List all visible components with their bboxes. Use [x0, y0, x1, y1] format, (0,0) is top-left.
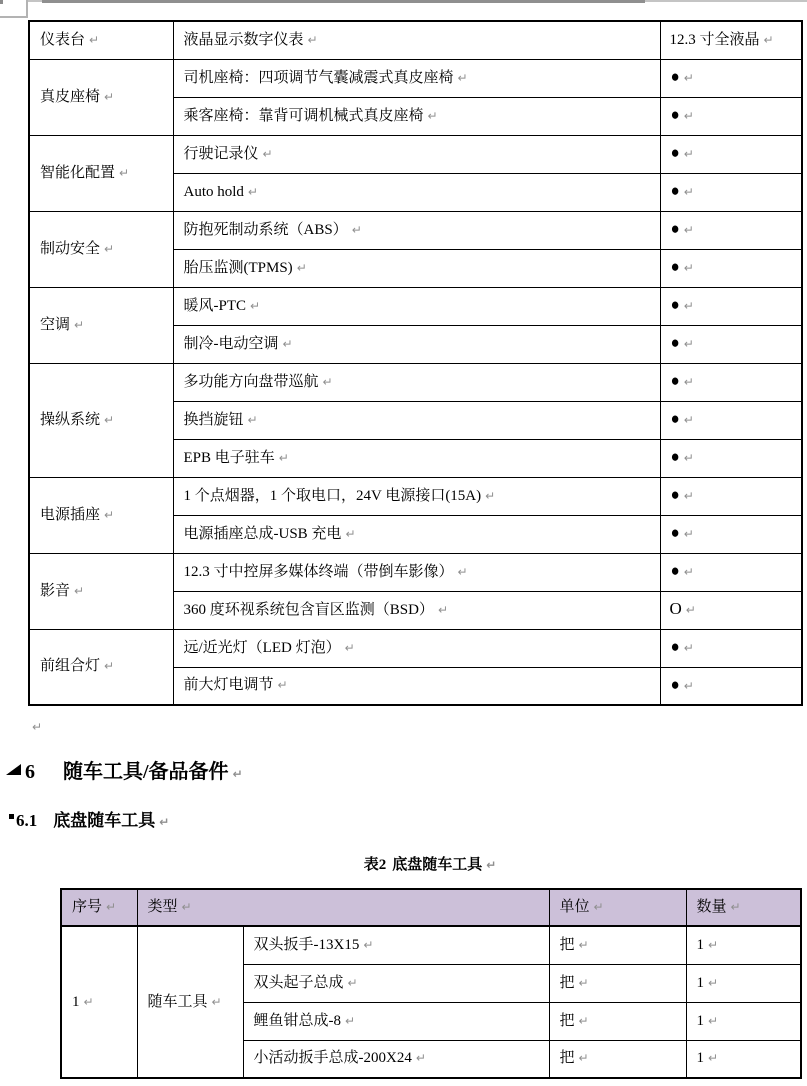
paragraph-mark-icon: ↵ — [763, 32, 774, 47]
paragraph-mark-icon: ↵ — [83, 994, 94, 1009]
index-cell[interactable] — [61, 926, 137, 1078]
feature-label: 行驶记录仪 — [183, 145, 259, 162]
unit-cell[interactable] — [549, 964, 686, 1002]
header-cell-index[interactable] — [61, 889, 137, 926]
tool-name: 双头扳手-13X15 — [253, 936, 360, 953]
feature-label: 制冷-电动空调 — [183, 335, 279, 352]
paragraph-mark-icon: ↵ — [730, 900, 741, 915]
table-row — [29, 287, 802, 325]
paragraph-mark-icon: ↵ — [708, 1013, 719, 1028]
paragraph-mark-icon: ↵ — [685, 603, 696, 618]
feature-label: 1 个点烟器，1 个取电口，24V 电源接口(15A) — [183, 487, 482, 504]
feature-cell[interactable] — [173, 553, 660, 591]
tools-table — [60, 888, 802, 1079]
availability-cell[interactable] — [660, 97, 802, 135]
table-row — [29, 553, 802, 591]
category-label: 电源插座 — [40, 506, 101, 523]
unit-cell[interactable] — [549, 926, 686, 964]
paragraph-mark-icon: ↵ — [345, 1013, 356, 1028]
section-heading[interactable] — [25, 755, 243, 784]
table-row — [29, 135, 802, 173]
filled-circle-icon: ● — [670, 295, 680, 315]
feature-cell[interactable] — [173, 211, 660, 249]
feature-cell[interactable] — [173, 629, 660, 667]
paragraph-mark-icon: ↵ — [278, 450, 289, 465]
paragraph-mark-icon: ↵ — [683, 565, 694, 580]
type-cell[interactable] — [137, 926, 243, 1078]
paragraph-mark-icon: ↵ — [159, 815, 170, 829]
paragraph-mark-icon: ↵ — [345, 526, 356, 541]
paragraph-mark-icon: ↵ — [708, 1051, 719, 1066]
table-row — [29, 477, 802, 515]
table-row — [29, 363, 802, 401]
category-label: 真皮座椅 — [40, 88, 101, 105]
availability-cell[interactable] — [660, 287, 802, 325]
category-cell[interactable] — [29, 59, 173, 135]
paragraph-mark-icon: ↵ — [104, 659, 115, 674]
availability-cell[interactable] — [660, 135, 802, 173]
qty-value: 1 — [696, 1050, 705, 1067]
paragraph-mark-icon: ↵ — [683, 451, 694, 466]
availability-cell[interactable] — [660, 363, 802, 401]
paragraph-mark-icon: ↵ — [32, 720, 43, 734]
paragraph-mark-icon: ↵ — [344, 640, 355, 655]
tool-name: 小活动扳手总成-200X24 — [253, 1050, 412, 1067]
qty-cell[interactable] — [686, 926, 801, 964]
header-cell-type[interactable] — [137, 889, 549, 926]
paragraph-mark-icon: ↵ — [232, 767, 243, 781]
page-top-edge-shadow — [42, 0, 645, 3]
paragraph-mark-icon: ↵ — [250, 298, 261, 313]
unit-cell[interactable] — [549, 1002, 686, 1040]
filled-circle-icon: ● — [670, 637, 680, 657]
feature-cell[interactable] — [173, 173, 660, 211]
filled-circle-icon: ● — [670, 143, 680, 163]
paragraph-mark-icon: ↵ — [578, 975, 589, 990]
paragraph-mark-icon: ↵ — [683, 641, 694, 656]
unit-value: 把 — [559, 936, 575, 953]
category-label: 智能化配置 — [40, 164, 116, 181]
filled-circle-icon: ● — [670, 105, 680, 125]
feature-label: Auto hold — [183, 183, 244, 200]
table-row — [29, 59, 802, 97]
feature-cell[interactable] — [173, 477, 660, 515]
paragraph-mark-icon: ↵ — [683, 185, 694, 200]
table-row — [29, 21, 802, 59]
table-caption-title: 底盘随车工具 — [392, 857, 483, 873]
feature-label: 换挡旋钮 — [183, 411, 244, 428]
table-header-row — [61, 889, 801, 926]
feature-cell[interactable] — [173, 21, 660, 59]
qty-cell[interactable] — [686, 964, 801, 1002]
unit-value: 把 — [559, 1012, 575, 1029]
category-cell[interactable] — [29, 135, 173, 211]
paragraph-mark-icon: ↵ — [486, 858, 497, 872]
feature-cell[interactable] — [173, 439, 660, 477]
paragraph-mark-icon: ↵ — [683, 527, 694, 542]
type-value: 随车工具 — [147, 993, 208, 1010]
availability-value: 12.3 寸全液晶 — [669, 31, 760, 48]
availability-cell[interactable] — [660, 211, 802, 249]
open-circle-icon: O — [669, 599, 682, 619]
feature-cell[interactable] — [173, 591, 660, 629]
tool-name: 双头起子总成 — [253, 974, 344, 991]
availability-cell[interactable] — [660, 173, 802, 211]
sub-heading[interactable] — [16, 806, 169, 831]
category-label: 前组合灯 — [40, 658, 101, 675]
category-cell[interactable] — [29, 363, 173, 477]
category-cell[interactable] — [29, 211, 173, 287]
paragraph-mark-icon: ↵ — [106, 900, 117, 915]
header-label: 单位 — [559, 899, 590, 916]
feature-label: 防抱死制动系统（ABS） — [183, 221, 348, 238]
category-label: 制动安全 — [40, 240, 101, 257]
feature-cell[interactable] — [173, 59, 660, 97]
paragraph-mark-icon: ↵ — [282, 336, 293, 351]
paragraph-mark-icon: ↵ — [347, 975, 358, 990]
section-title: 随车工具/备品备件 — [63, 761, 229, 783]
tool-name: 鲤鱼钳总成-8 — [253, 1012, 341, 1029]
feature-cell[interactable] — [173, 515, 660, 553]
paragraph-mark-icon: ↵ — [683, 337, 694, 352]
qty-cell[interactable] — [686, 1002, 801, 1040]
header-cell-unit[interactable] — [549, 889, 686, 926]
feature-label: 乘客座椅：靠背可调机械式真皮座椅 — [183, 107, 424, 124]
paragraph-mark-icon: ↵ — [247, 184, 258, 199]
category-cell[interactable] — [29, 477, 173, 553]
header-cell-qty[interactable] — [686, 889, 801, 926]
feature-cell[interactable] — [173, 363, 660, 401]
filled-circle-icon: ● — [670, 674, 680, 694]
filled-circle-icon: ● — [670, 257, 680, 277]
availability-cell[interactable] — [660, 515, 802, 553]
category-label: 仪表台 — [40, 31, 86, 48]
paragraph-mark-icon: ↵ — [683, 109, 694, 124]
paragraph-mark-icon: ↵ — [683, 678, 694, 693]
tool-name-cell[interactable] — [243, 964, 549, 1002]
table-row — [29, 211, 802, 249]
availability-cell[interactable] — [660, 629, 802, 667]
feature-cell[interactable] — [173, 667, 660, 705]
paragraph-mark-icon: ↵ — [578, 1051, 589, 1066]
paragraph-mark-icon: ↵ — [683, 223, 694, 238]
paragraph-mark-icon: ↵ — [322, 374, 333, 389]
feature-label: 前大灯电调节 — [183, 677, 274, 694]
qty-value: 1 — [696, 936, 705, 953]
paragraph-mark-icon: ↵ — [211, 994, 222, 1009]
table-row — [61, 926, 801, 964]
availability-cell[interactable] — [660, 401, 802, 439]
unit-value: 把 — [559, 974, 575, 991]
filled-circle-icon: ● — [670, 371, 680, 391]
availability-cell[interactable] — [660, 477, 802, 515]
paragraph-mark-icon: ↵ — [104, 89, 115, 104]
paragraph-mark-icon: ↵ — [578, 1013, 589, 1028]
availability-cell[interactable] — [660, 21, 802, 59]
spec-table — [28, 20, 803, 706]
category-cell[interactable] — [29, 287, 173, 363]
paragraph-mark-icon: ↵ — [363, 937, 374, 952]
feature-cell[interactable] — [173, 97, 660, 135]
feature-cell[interactable] — [173, 401, 660, 439]
filled-circle-icon: ● — [670, 67, 680, 87]
paragraph-mark-icon: ↵ — [578, 937, 589, 952]
category-cell[interactable] — [29, 553, 173, 629]
paragraph-mark-icon: ↵ — [104, 241, 115, 256]
availability-cell[interactable] — [660, 439, 802, 477]
paragraph-mark-icon: ↵ — [104, 507, 115, 522]
feature-label: 液晶显示数字仪表 — [183, 31, 304, 48]
qty-value: 1 — [696, 1012, 705, 1029]
paragraph-mark-icon: ↵ — [457, 564, 468, 579]
paragraph-mark-icon: ↵ — [351, 222, 362, 237]
paragraph-mark-icon: ↵ — [708, 937, 719, 952]
outline-square-icon — [9, 814, 14, 819]
feature-label: 12.3 寸中控屏多媒体终端（带倒车影像） — [183, 563, 454, 580]
availability-cell[interactable] — [660, 325, 802, 363]
paragraph-mark-icon: ↵ — [296, 260, 307, 275]
outline-triangle-icon — [6, 764, 21, 775]
paragraph-mark-icon: ↵ — [119, 165, 130, 180]
paragraph-mark-icon: ↵ — [683, 375, 694, 390]
paragraph-mark-icon: ↵ — [277, 678, 288, 693]
paragraph-mark-icon: ↵ — [683, 261, 694, 276]
feature-label: 暖风-PTC — [183, 297, 247, 314]
header-label: 数量 — [696, 899, 727, 916]
feature-cell[interactable] — [173, 325, 660, 363]
table-row — [29, 629, 802, 667]
paragraph-mark-icon: ↵ — [683, 489, 694, 504]
tool-name-cell[interactable] — [243, 1002, 549, 1040]
filled-circle-icon: ● — [670, 333, 680, 353]
paragraph-mark-icon: ↵ — [247, 412, 258, 427]
sub-heading-title: 底盘随车工具 — [53, 811, 156, 830]
feature-label: EPB 电子驻车 — [183, 449, 275, 466]
paragraph-mark-icon: ↵ — [683, 413, 694, 428]
availability-cell[interactable] — [660, 591, 802, 629]
paragraph-mark-icon: ↵ — [593, 900, 604, 915]
table-caption — [60, 853, 800, 874]
category-label: 空调 — [40, 316, 71, 333]
feature-label: 360 度环视系统包含盲区监测（BSD） — [183, 601, 434, 618]
category-label: 影音 — [40, 582, 71, 599]
filled-circle-icon: ● — [670, 447, 680, 467]
feature-label: 多功能方向盘带巡航 — [183, 373, 319, 390]
paragraph-mark-icon: ↵ — [683, 71, 694, 86]
category-cell[interactable] — [29, 21, 173, 59]
filled-circle-icon: ● — [670, 485, 680, 505]
feature-label: 电源插座总成-USB 充电 — [183, 525, 342, 542]
paragraph-mark-icon: ↵ — [708, 975, 719, 990]
tool-name-cell[interactable] — [243, 1040, 549, 1078]
paragraph-mark-icon: ↵ — [74, 583, 85, 598]
filled-circle-icon: ● — [670, 181, 680, 201]
paragraph-mark-icon: ↵ — [307, 32, 318, 47]
feature-label: 远/近光灯（LED 灯泡） — [183, 639, 341, 656]
paragraph-mark-icon: ↵ — [415, 1051, 426, 1066]
filled-circle-icon: ● — [670, 219, 680, 239]
paragraph-mark-icon: ↵ — [457, 70, 468, 85]
availability-cell[interactable] — [660, 667, 802, 705]
index-value: 1 — [72, 993, 80, 1010]
paragraph-mark-icon: ↵ — [89, 32, 100, 47]
header-label: 类型 — [147, 899, 178, 916]
filled-circle-icon: ● — [670, 409, 680, 429]
availability-cell[interactable] — [660, 553, 802, 591]
paragraph-mark-icon: ↵ — [74, 317, 85, 332]
availability-cell[interactable] — [660, 59, 802, 97]
feature-cell[interactable] — [173, 249, 660, 287]
page-corner-box — [0, 0, 28, 18]
qty-value: 1 — [696, 974, 705, 991]
category-cell[interactable] — [29, 629, 173, 705]
qty-cell[interactable] — [686, 1040, 801, 1078]
header-label: 序号 — [72, 899, 103, 916]
paragraph-mark-icon: ↵ — [683, 147, 694, 162]
feature-label: 胎压监测(TPMS) — [183, 259, 293, 276]
page-corner-mark — [0, 0, 3, 4]
filled-circle-icon: ● — [670, 561, 680, 581]
category-label: 操纵系统 — [40, 411, 101, 428]
paragraph-mark-icon: ↵ — [104, 412, 115, 427]
feature-cell[interactable] — [173, 135, 660, 173]
paragraph-mark-icon: ↵ — [181, 900, 192, 915]
sub-heading-number: 6.1 — [16, 811, 38, 830]
feature-label: 司机座椅：四项调节气囊减震式真皮座椅 — [183, 69, 454, 86]
availability-cell[interactable] — [660, 249, 802, 287]
paragraph-mark-icon: ↵ — [437, 602, 448, 617]
table-caption-label: 表2 — [363, 857, 387, 873]
paragraph-mark-icon: ↵ — [485, 488, 496, 503]
tool-name-cell[interactable] — [243, 926, 549, 964]
filled-circle-icon: ● — [670, 523, 680, 543]
paragraph-mark-icon: ↵ — [683, 299, 694, 314]
unit-cell[interactable] — [549, 1040, 686, 1078]
paragraph-mark-icon: ↵ — [262, 146, 273, 161]
section-number: 6 — [25, 761, 35, 783]
unit-value: 把 — [559, 1050, 575, 1067]
feature-cell[interactable] — [173, 287, 660, 325]
paragraph-mark-icon: ↵ — [427, 108, 438, 123]
